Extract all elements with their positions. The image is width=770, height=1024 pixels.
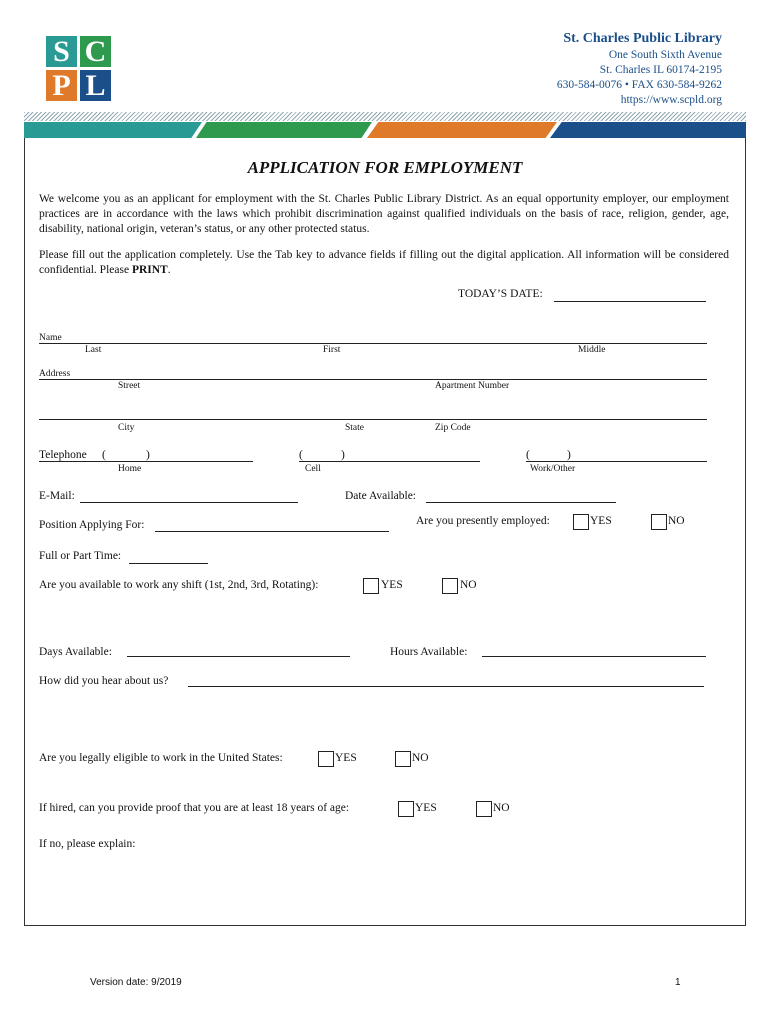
eligible-no-checkbox[interactable]: [395, 751, 411, 767]
proof-yes-checkbox[interactable]: [398, 801, 414, 817]
zip-caption: Zip Code: [435, 423, 471, 433]
apartment-caption: Apartment Number: [435, 381, 510, 391]
address-label: Address: [39, 369, 71, 379]
employed-yes-label: YES: [590, 515, 612, 527]
employed-no-label: NO: [668, 515, 685, 527]
legally-eligible-label: Are you legally eligible to work in the United States:: [39, 752, 283, 764]
todays-date-field[interactable]: [554, 301, 706, 302]
position-label: Position Applying For:: [39, 519, 145, 531]
shift-no-checkbox[interactable]: [442, 578, 458, 594]
shift-no-label: NO: [460, 579, 477, 591]
date-available-label: Date Available:: [345, 490, 416, 502]
home-paren-open: (: [102, 449, 106, 461]
band-green: [196, 122, 372, 138]
address-line-2: St. Charles IL 60174-2195: [599, 64, 722, 76]
name-field[interactable]: [39, 343, 707, 344]
band-orange: [367, 122, 557, 138]
date-available-field[interactable]: [426, 502, 616, 503]
library-contact-block: [557, 30, 722, 108]
page-number: 1: [675, 977, 681, 988]
employed-yes-checkbox[interactable]: [573, 514, 589, 530]
email-label: E-Mail:: [39, 490, 75, 502]
presently-employed-label: Are you presently employed:: [416, 515, 550, 527]
eligible-yes-label: YES: [335, 752, 357, 764]
todays-date-label: TODAY’S DATE:: [458, 288, 543, 300]
if-no-explain-label: If no, please explain:: [39, 838, 136, 850]
intro-paragraph: We welcome you as an applicant for employment with the St. Charles Public Library District. As an equal opportunity employer, our employment practices are in accordance with the laws which prohibit discrimination against qualified individuals on the basis of race, religion, gender, age, disability, national origin, veteran’s status, or any other protected status.: [39, 193, 729, 235]
state-caption: State: [345, 423, 364, 433]
shift-yes-checkbox[interactable]: [363, 578, 379, 594]
street-caption: Street: [118, 381, 141, 391]
work-paren-open: (: [526, 449, 530, 461]
hatched-divider: [24, 112, 746, 121]
logo-tile-l: L: [80, 70, 111, 101]
library-logo: [46, 36, 112, 102]
proof-yes-label: YES: [415, 802, 437, 814]
address-line-1: One South Sixth Avenue: [608, 49, 722, 61]
form-title: APPLICATION FOR EMPLOYMENT: [247, 158, 523, 177]
eligible-yes-checkbox[interactable]: [318, 751, 334, 767]
work-paren-close: ): [567, 449, 571, 461]
days-available-label: Days Available:: [39, 646, 112, 658]
name-middle-caption: Middle: [578, 345, 606, 355]
work-phone-field[interactable]: [526, 461, 707, 462]
full-part-field[interactable]: [129, 563, 208, 564]
hours-available-field[interactable]: [482, 656, 706, 657]
days-available-field[interactable]: [127, 656, 350, 657]
work-other-caption: Work/Other: [530, 464, 576, 474]
name-first-caption: First: [323, 345, 341, 355]
proof-18-label: If hired, can you provide proof that you are at least 18 years of age:: [39, 802, 350, 814]
cell-paren-close: ): [341, 449, 345, 461]
address-street-field[interactable]: [39, 379, 707, 380]
home-caption: Home: [118, 464, 142, 474]
home-paren-close: ): [146, 449, 150, 461]
cell-phone-field[interactable]: [299, 461, 480, 462]
cell-paren-open: (: [299, 449, 303, 461]
version-date: Version date: 9/2019: [90, 977, 182, 988]
email-field[interactable]: [80, 502, 298, 503]
hear-about-label: How did you hear about us?: [39, 675, 169, 687]
cell-caption: Cell: [305, 464, 321, 474]
instructions-print: PRINT: [131, 264, 168, 276]
telephone-label: Telephone: [39, 449, 87, 461]
employed-no-checkbox[interactable]: [651, 514, 667, 530]
hear-about-field[interactable]: [188, 686, 704, 687]
logo-tile-p: P: [46, 70, 77, 101]
logo-tile-c: C: [80, 36, 111, 67]
any-shift-label: Are you available to work any shift (1st, 2nd, 3rd, Rotating):: [39, 579, 319, 591]
logo-tile-s: S: [46, 36, 77, 67]
full-part-label: Full or Part Time:: [39, 550, 122, 562]
name-label: Name: [39, 333, 62, 343]
proof-no-checkbox[interactable]: [476, 801, 492, 817]
city-caption: City: [118, 423, 135, 433]
hours-available-label: Hours Available:: [390, 646, 468, 658]
address-city-field[interactable]: [39, 419, 707, 420]
position-field[interactable]: [155, 531, 389, 532]
instructions-text: Please fill out the application completely. Use the Tab key to advance fields if filling out the digital application. All information will be considered confidential. Please: [39, 249, 729, 276]
band-navy: [550, 122, 746, 138]
instructions-end: .: [167, 264, 171, 276]
phone-fax: 630-584-0076 • FAX 630-584-9262: [556, 79, 722, 91]
eligible-no-label: NO: [412, 752, 429, 764]
website: https://www.scpld.org: [620, 94, 722, 106]
home-phone-field[interactable]: [39, 461, 253, 462]
instructions-paragraph: [39, 248, 729, 278]
proof-no-label: NO: [493, 802, 510, 814]
band-teal: [24, 122, 202, 138]
name-last-caption: Last: [85, 345, 102, 355]
library-name: St. Charles Public Library: [563, 31, 722, 46]
shift-yes-label: YES: [381, 579, 403, 591]
